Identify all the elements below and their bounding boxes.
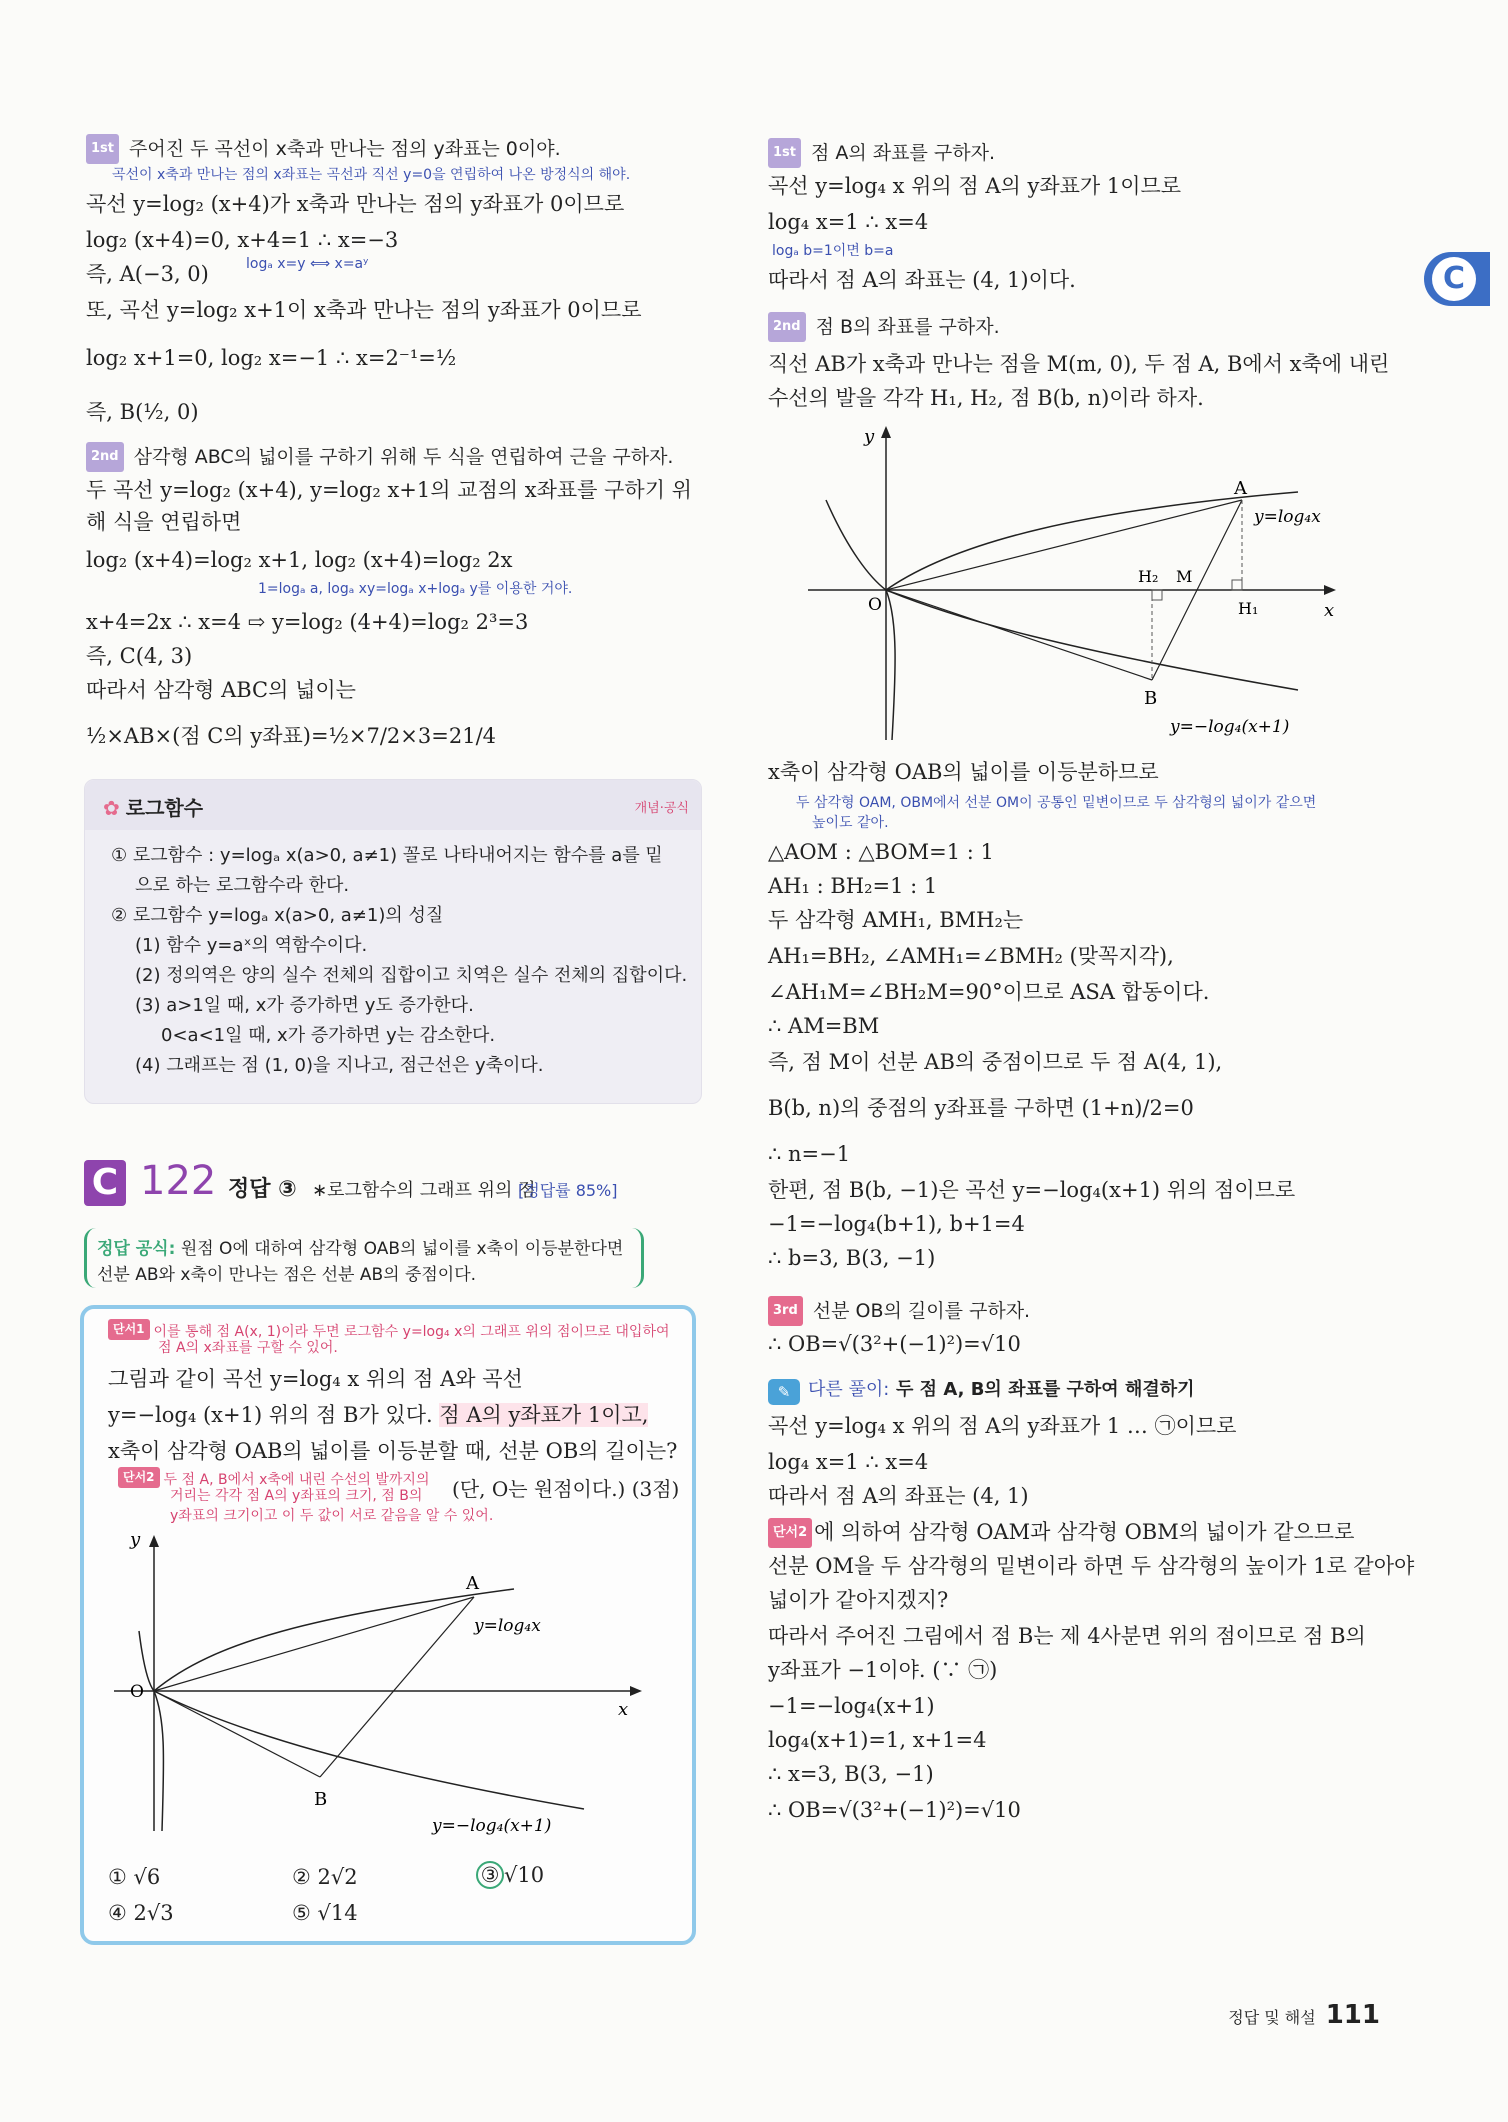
solution-line: 곡선 y=log₂ (x+4)가 x축과 만나는 점의 y좌표가 0이므로 [86,192,625,216]
solution-line: △AOM : △BOM=1 : 1 [768,840,994,864]
point-h1-label: H₁ [1238,599,1259,618]
concept-line: ② 로그함수 y=logₐ x(a>0, a≠1)의 성질 [111,905,444,926]
concept-line: 0<a<1일 때, x가 증가하면 y는 감소한다. [161,1025,496,1046]
problem-topic: ∗로그함수의 그래프 위의 점 [312,1180,536,1201]
solution-line: AH₁ : BH₂=1 : 1 [768,874,938,898]
problem-number: 122 [140,1158,217,1204]
solution-line: log₄(x+1)=1, x+1=4 [768,1728,987,1752]
solution-line: 직선 AB가 x축과 만나는 점을 M(m, 0), 두 점 A, B에서 x축에 내린 [768,352,1390,376]
solution-line: 따라서 점 A의 좌표는 (4, 1)이다. [768,268,1076,292]
solution-line: 곡선 y=log₄ x 위의 점 A의 y좌표가 1 … ㉠이므로 [768,1414,1237,1438]
solution-line: ∴ n=−1 [768,1142,851,1166]
problem-text: x축이 삼각형 OAB의 넓이를 이등분할 때, 선분 OB의 길이는? [108,1439,678,1463]
step-badge-1st: 1st [768,138,801,168]
solution-line: 즉, B(½, 0) [86,400,199,424]
solution-line: log₂ x+1=0, log₂ x=−1 ∴ x=2⁻¹=½ [86,346,457,370]
step3-heading: 3rd 선분 OB의 길이를 구하자. [768,1296,1030,1326]
solution-line: 곡선 y=log₄ x 위의 점 A의 y좌표가 1이므로 [768,174,1182,198]
solution-line: 넓이가 같아지겠지? [768,1588,949,1612]
choice-5[interactable]: ⑤ √14 [292,1901,358,1925]
solution-line: −1=−log₄(b+1), b+1=4 [768,1212,1025,1236]
problem-text: y=−log₄ (x+1) 위의 점 B가 있다. 점 A의 y좌표가 1이고, [108,1403,649,1427]
solution-note: 높이도 같아. [812,815,889,831]
curve-label-1: y=log₄x [1254,507,1321,527]
point-a-label: A [466,1573,479,1594]
alt-solution-icon: ✎ [768,1379,800,1405]
point-h2-label: H₂ [1138,567,1159,586]
step2-heading: 2nd 점 B의 좌표를 구하자. [768,312,1000,342]
solution-line: 즉, 점 M이 선분 AB의 중점이므로 두 점 A(4, 1), [768,1050,1223,1074]
solution-line: 선분 OM을 두 삼각형의 밑변이라 하면 두 삼각형의 높이가 1로 같아야 [768,1554,1415,1578]
point-a-label: A [1234,478,1247,499]
solution-note: logₐ b=1이면 b=a [772,243,894,259]
curve-label-2: y=−log₄(x+1) [432,1816,552,1836]
formula-line-1: 정답 공식: 원점 O에 대하여 삼각형 OAB의 넓이를 x축이 이등분한다면 [97,1239,624,1259]
solution-graph [808,420,1348,750]
choice-1[interactable]: ① √6 [108,1865,161,1889]
solution-line: ∴ OB=√(3²+(−1)²)=√10 [768,1798,1021,1822]
solution-line: y좌표가 −1이야. (∵ ㉠) [768,1658,998,1682]
step1-heading: 1st 점 A의 좌표를 구하자. [768,138,995,168]
solution-note: logₐ x=y ⟺ x=aʸ [246,256,369,272]
solution-line: 따라서 삼각형 ABC의 넓이는 [86,678,356,702]
solution-line: AH₁=BH₂, ∠AMH₁=∠BMH₂ (맞꼭지각), [768,944,1174,968]
point-b-label: B [1144,688,1158,709]
solution-note: 두 삼각형 OAM, OBM에서 선분 OM이 공통인 밑변이므로 두 삼각형의 넓이가 같으면 [796,795,1317,811]
axis-label-y: y [864,426,875,447]
solution-line: x축이 삼각형 OAB의 넓이를 이등분하므로 [768,760,1159,784]
hint2: 단서2 두 점 A, B에서 x축에 내린 수선의 발까지의 [118,1467,429,1490]
concept-header [85,780,701,830]
alt-heading: ✎ 다른 풀이: 두 점 A, B의 좌표를 구하여 해결하기 [768,1374,1195,1405]
curve-label-2: y=−log₄(x+1) [1170,717,1290,737]
solution-line: log₄ x=1 ∴ x=4 [768,1450,929,1474]
concept-line: 으로 하는 로그함수라 한다. [135,875,350,896]
concept-box [84,779,702,1104]
choice-4[interactable]: ④ 2√3 [108,1901,174,1925]
solution-line: 즉, A(−3, 0) [86,262,209,286]
hint1: 단서1 이를 통해 점 A(x, 1)이라 두면 로그함수 y=log₄ x의 그래프 위의 점이므로 대입하여 [108,1319,670,1342]
page-footer [1228,2000,1380,2030]
step-badge-2nd: 2nd [768,312,806,342]
axis-label-x: x [1324,600,1335,621]
step-badge-2nd: 2nd [86,442,124,472]
axis-label-x: x [618,1699,629,1720]
solution-line: 해 식을 연립하면 [86,510,242,534]
solution-line: ∴ b=3, B(3, −1) [768,1246,936,1270]
concept-tag: 개념·공식 [634,801,689,816]
choice-3[interactable]: ③ √10 [476,1861,544,1889]
solution-line: 즉, C(4, 3) [86,644,193,668]
solution-line: 두 삼각형 AMH₁, BMH₂는 [768,908,1024,932]
flower-icon: ✿ [103,796,120,820]
step1-note: 곡선이 x축과 만나는 점의 x좌표는 곡선과 직선 y=0을 연립하여 나온 방정식의 해야. [112,167,631,183]
page-number: 111 [1325,2000,1380,2030]
solution-line: ∴ x=3, B(3, −1) [768,1762,934,1786]
problem-condition: (단, O는 원점이다.) (3점) [452,1477,680,1501]
concept-line: (1) 함수 y=aˣ의 역함수이다. [135,935,368,956]
concept-line: (3) a>1일 때, x가 증가하면 y도 증가한다. [135,995,474,1016]
point-m-label: M [1176,567,1193,586]
solution-line: ½×AB×(점 C의 y좌표)=½×7/2×3=21/4 [86,724,497,748]
problem-box [80,1305,696,1945]
concept-line: (4) 그래프는 점 (1, 0)을 지나고, 점근선은 y축이다. [135,1055,544,1076]
solution-line: 또, 곡선 y=log₂ x+1이 x축과 만나는 점의 y좌표가 0이므로 [86,298,642,322]
problem-text: 그림과 같이 곡선 y=log₄ x 위의 점 A와 곡선 [108,1367,523,1391]
solution-line: ∴ AM=BM [768,1014,880,1038]
correct-mark-icon: ③ [476,1861,504,1889]
step1-heading: 1st 주어진 두 곡선이 x축과 만나는 점의 y좌표는 0이야. [86,134,561,164]
step-badge-3rd: 3rd [768,1296,803,1326]
solution-line: 한편, 점 B(b, −1)은 곡선 y=−log₄(x+1) 위의 점이므로 [768,1178,1296,1202]
solution-note: 1=logₐ a, logₐ xy=logₐ x+logₐ y를 이용한 거야. [258,581,573,597]
hint2-cont: y좌표의 크기이고 이 두 값이 서로 같음을 알 수 있어. [170,1508,494,1524]
problem-answer: 정답 ③ [228,1177,297,1202]
solution-line: ∠AH₁M=∠BH₂M=90°이므로 ASA 합동이다. [768,980,1210,1004]
formula-line-2: 선분 AB와 x축이 만나는 점은 선분 AB의 중점이다. [97,1265,477,1285]
solution-line: −1=−log₄(x+1) [768,1694,935,1718]
solution-line: log₂ (x+4)=log₂ x+1, log₂ (x+4)=log₂ 2x [86,548,513,572]
concept-title: ✿ 로그함수 [103,796,204,820]
solution-line: log₂ (x+4)=0, x+4=1 ∴ x=−3 [86,228,399,252]
solution-line: ∴ OB=√(3²+(−1)²)=√10 [768,1332,1021,1356]
hint2-cont: 거리는 각각 점 A의 y좌표의 크기, 점 B의 [170,1488,423,1504]
solution-line: log₄ x=1 ∴ x=4 [768,210,929,234]
point-b-label: B [314,1789,328,1810]
origin-label: O [130,1682,144,1702]
choice-2[interactable]: ② 2√2 [292,1865,358,1889]
solution-line: 수선의 발을 각각 H₁, H₂, 점 B(b, n)이라 하자. [768,386,1204,410]
solution-line: B(b, n)의 중점의 y좌표를 구하면 (1+n)/2=0 [768,1096,1194,1120]
problem-badge: C [84,1160,126,1206]
curve-label-1: y=log₄x [474,1616,541,1636]
concept-line: (2) 정의역은 양의 실수 전체의 집합이고 치역은 실수 전체의 집합이다. [135,965,688,986]
footer-label: 정답 및 해설 [1228,2008,1316,2027]
step2-heading: 2nd 삼각형 ABC의 넓이를 구하기 위해 두 식을 연립하여 근을 구하자. [86,442,673,472]
solution-line: 따라서 주어진 그림에서 점 B는 제 4사분면 위의 점이므로 점 B의 [768,1624,1366,1648]
section-tab-c: C [1424,252,1490,306]
solution-line: x+4=2x ∴ x=4 ⇨ y=log₂ (4+4)=log₂ 2³=3 [86,610,529,634]
solution-line: 두 곡선 y=log₂ (x+4), y=log₂ x+1의 교점의 x좌표를 구하기 위 [86,478,692,502]
solution-line: 단서2 에 의하여 삼각형 OAM과 삼각형 OBM의 넓이가 같으므로 [768,1518,1354,1548]
step-badge-1st: 1st [86,134,119,164]
axis-label-y: y [130,1531,141,1550]
formula-box [84,1228,644,1288]
problem-graph [114,1531,674,1841]
origin-label: O [868,595,882,615]
hint1-cont: 점 A의 x좌표를 구할 수 있어. [158,1340,338,1356]
solution-line: 따라서 점 A의 좌표는 (4, 1) [768,1484,1029,1508]
problem-rate: [정답률 85%] [518,1181,618,1200]
concept-line: ① 로그함수 : y=logₐ x(a>0, a≠1) 꼴로 나타내어지는 함수를 a를 밑 [111,845,663,866]
